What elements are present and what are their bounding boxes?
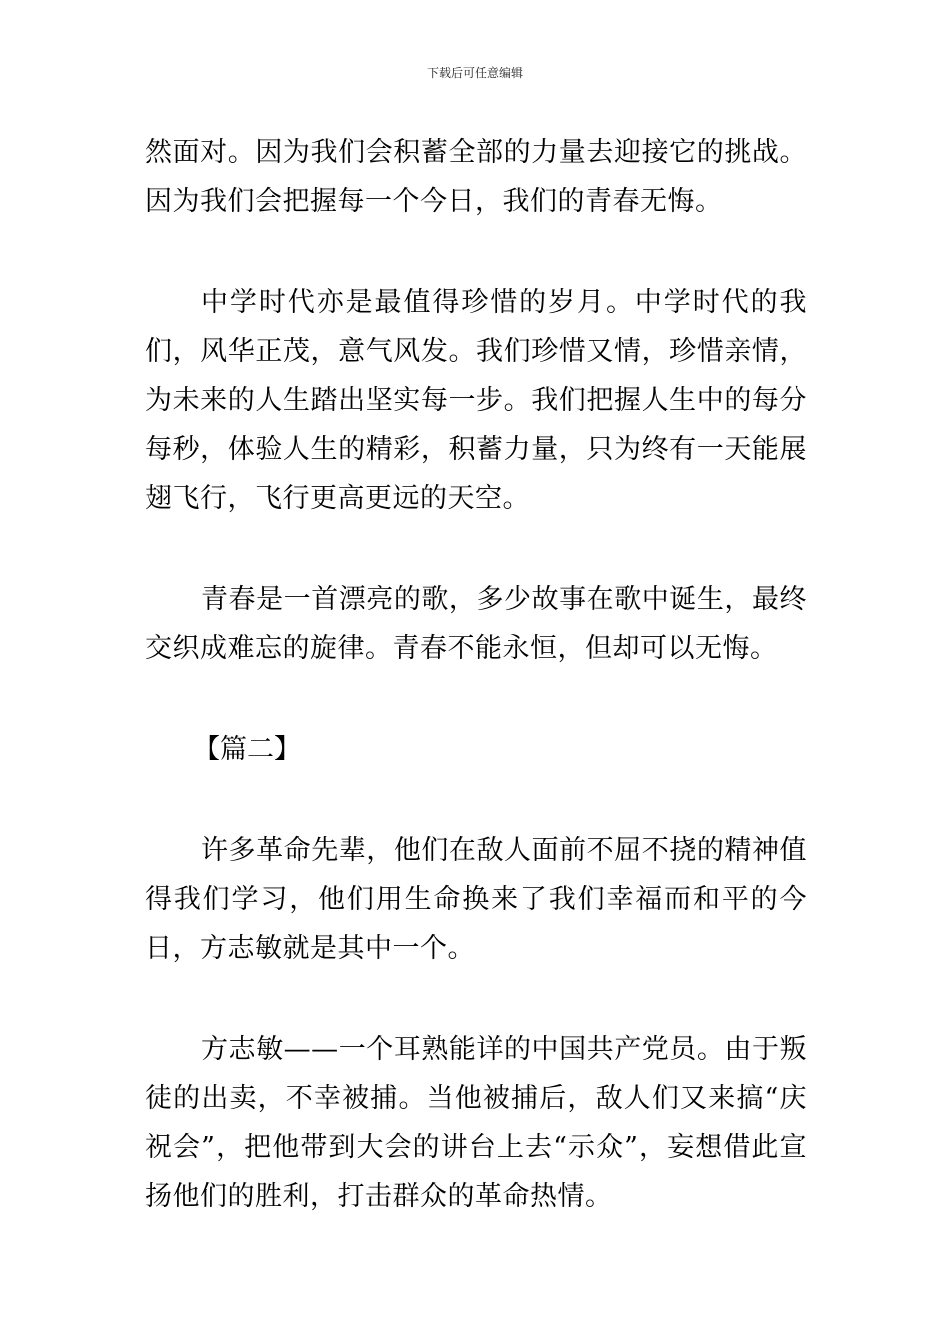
paragraph-youth-song: 青春是一首漂亮的歌，多少故事在歌中诞生，最终交织成难忘的旋律。青春不能永恒，但却可以无悔。 bbox=[145, 584, 807, 664]
section-heading: 【篇二】 bbox=[193, 734, 301, 765]
paragraph-continued: 然面对。因为我们会积蓄全部的力量去迎接它的挑战。因为我们会把握每一个今日，我们的青春无悔。 bbox=[145, 137, 807, 217]
paragraph-fang-zhimin: 方志敏——一个耳熟能详的中国共产党员。由于叛徒的出卖，不幸被捕。当他被捕后，敌人们又来搞“庆祝会”，把他带到大会的讲台上去“示众”，妄想借此宣扬他们的胜利，打击群众的革命热情。 bbox=[145, 1034, 807, 1212]
document-body bbox=[145, 128, 807, 1273]
page-header-note: 下载后可任意编辑 bbox=[426, 66, 523, 80]
paragraph-revolutionary-predecessors: 许多革命先辈，他们在敌人面前不屈不挠的精神值得我们学习，他们用生命换来了我们幸福而和平的今日，方志敏就是其中一个。 bbox=[145, 835, 807, 964]
paragraph-school-years: 中学时代亦是最值得珍惜的岁月。中学时代的我们，风华正茂，意气风发。我们珍惜又情，珍惜亲情，为未来的人生踏出坚实每一步。我们把握人生中的每分每秒，体验人生的精彩，积蓄力量，只为终有一天能展翅飞行，飞行更高更远的天空。 bbox=[145, 287, 807, 514]
